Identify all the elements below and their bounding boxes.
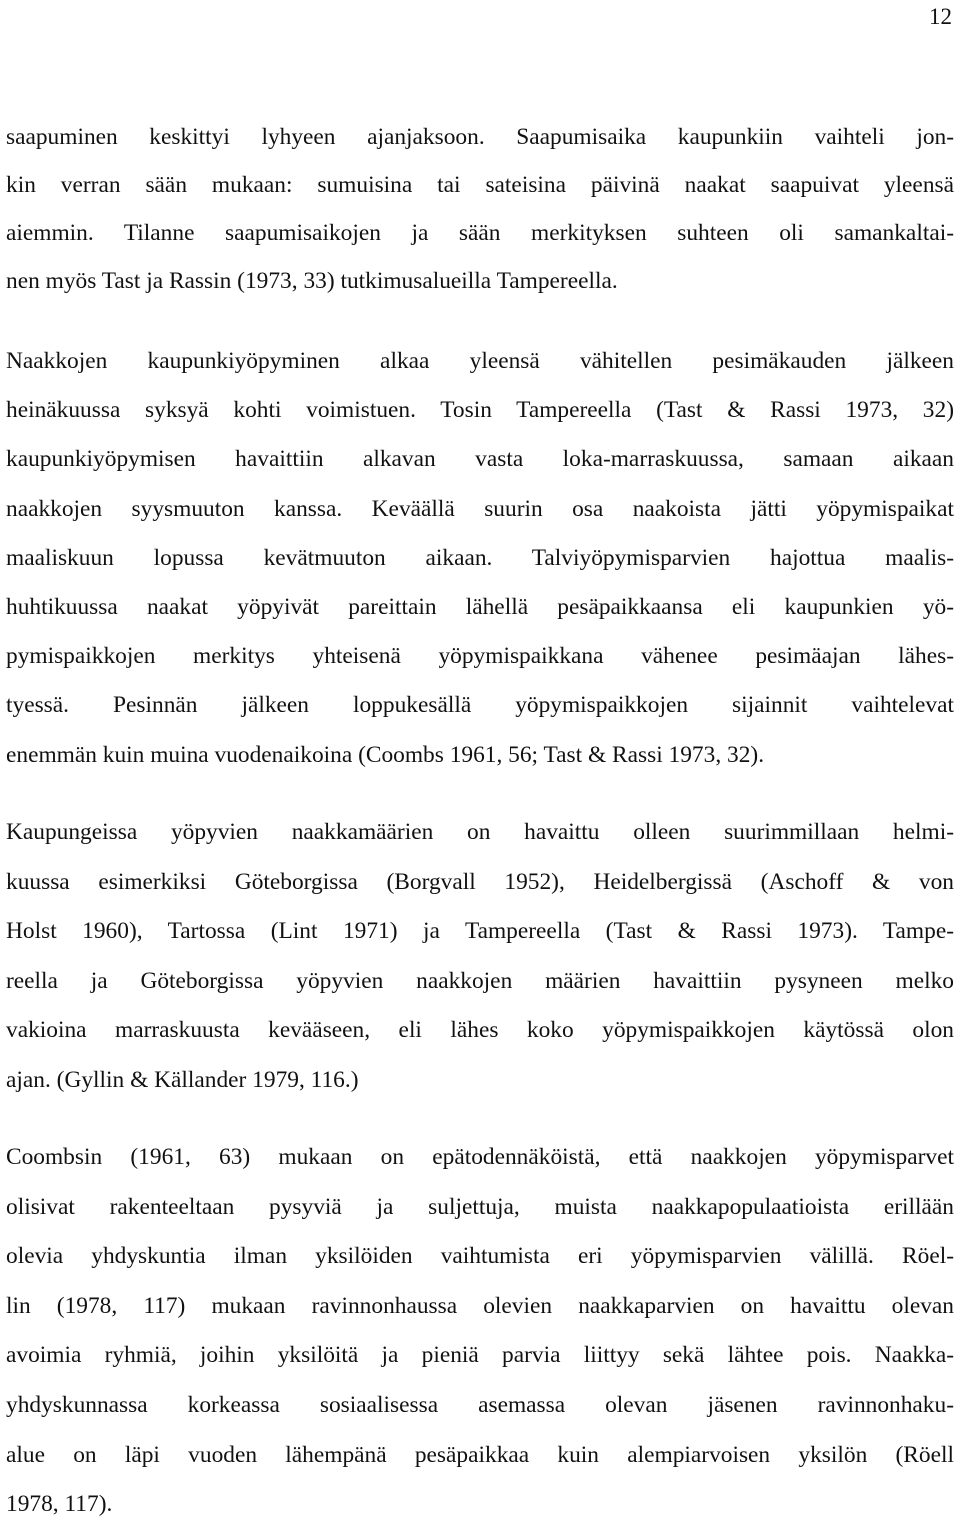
text-line: enemmän kuin muina vuodenaikoina (Coombs 1961, 56; Tast & Rassi 1973, 32).: [6, 741, 765, 768]
text-line: nen myös Tast ja Rassin (1973, 33) tutkimusalueilla Tampereella.: [6, 268, 618, 294]
text-line: naakkojen syysmuuton kanssa. Keväällä suurin osa naakoista jätti yöpymispaikat: [6, 495, 954, 522]
text-line: lin (1978, 117) mukaan ravinnonhaussa olevien naakkaparvien on havaittu olevan: [6, 1292, 954, 1319]
text-line: ajan. (Gyllin & Källander 1979, 116.): [6, 1066, 359, 1093]
text-line: Holst 1960), Tartossa (Lint 1971) ja Tampereella (Tast & Rassi 1973). Tampe-: [6, 918, 954, 944]
text-line: Kaupungeissa yöpyvien naakkamäärien on havaittu olleen suurimmillaan helmi-: [6, 819, 954, 845]
text-line: kuussa esimerkiksi Göteborgissa (Borgvall 1952), Heidelbergissä (Aschoff & von: [6, 868, 954, 895]
paragraph-3: [6, 808, 954, 1105]
text-line: olevia yhdyskuntia ilman yksilöiden vaihtumista eri yöpymisparvien välillä. Röel-: [6, 1243, 954, 1270]
paragraph-2: [6, 337, 954, 780]
text-line: olisivat rakenteeltaan pysyviä ja suljettuja, muista naakkapopulaatioista erillään: [6, 1193, 954, 1220]
text-line: kaupunkiyöpymisen havaittiin alkavan vasta loka-marraskuussa, samaan aikaan: [6, 446, 954, 473]
page-number: 12: [929, 4, 952, 29]
text-line: maaliskuun lopussa kevätmuuton aikaan. Talviyöpymisparvien hajottua maalis-: [6, 544, 954, 571]
paragraph-4: [6, 1133, 954, 1530]
paragraph-1: [6, 113, 954, 305]
text-line: avoimia ryhmiä, joihin yksilöitä ja pieniä parvia liittyy sekä lähtee pois. Naakka-: [6, 1342, 954, 1369]
text-line: tyessä. Pesinnän jälkeen loppukesällä yöpymispaikkojen sijainnit vaihtelevat: [6, 692, 954, 719]
text-line: pymispaikkojen merkitys yhteisenä yöpymispaikkana vähenee pesimäajan lähes-: [6, 643, 954, 670]
text-line: Naakkojen kaupunkiyöpyminen alkaa yleensä vähitellen pesimäkauden jälkeen: [6, 348, 954, 374]
text-line: kin verran sään mukaan: sumuisina tai sateisina päivinä naakat saapuivat yleensä: [6, 172, 954, 198]
text-line: huhtikuussa naakat yöpyivät pareittain lähellä pesäpaikkaansa eli kaupunkien yö-: [6, 594, 954, 621]
text-line: reella ja Göteborgissa yöpyvien naakkojen määrien havaittiin pysyneen melko: [6, 967, 954, 994]
text-line: 1978, 117).: [6, 1491, 113, 1518]
text-line: vakioina marraskuusta kevääseen, eli lähes koko yöpymispaikkojen käytössä olon: [6, 1017, 954, 1043]
text-line: alue on läpi vuoden lähempänä pesäpaikkaa kuin alempiarvoisen yksilön (Röell: [6, 1441, 954, 1468]
text-line: saapuminen keskittyi lyhyeen ajanjaksoon. Saapumisaika kaupunkiin vaihteli jon-: [6, 124, 954, 150]
text-line: Coombsin (1961, 63) mukaan on epätodennäköistä, että naakkojen yöpymisparvet: [6, 1144, 954, 1170]
text-line: heinäkuussa syksyä kohti voimistuen. Tosin Tampereella (Tast & Rassi 1973, 32): [6, 397, 954, 424]
text-line: yhdyskunnassa korkeassa sosiaalisessa asemassa olevan jäsenen ravinnonhaku-: [6, 1391, 954, 1418]
text-line: aiemmin. Tilanne saapumisaikojen ja sään merkityksen suhteen oli samankaltai-: [6, 220, 954, 246]
